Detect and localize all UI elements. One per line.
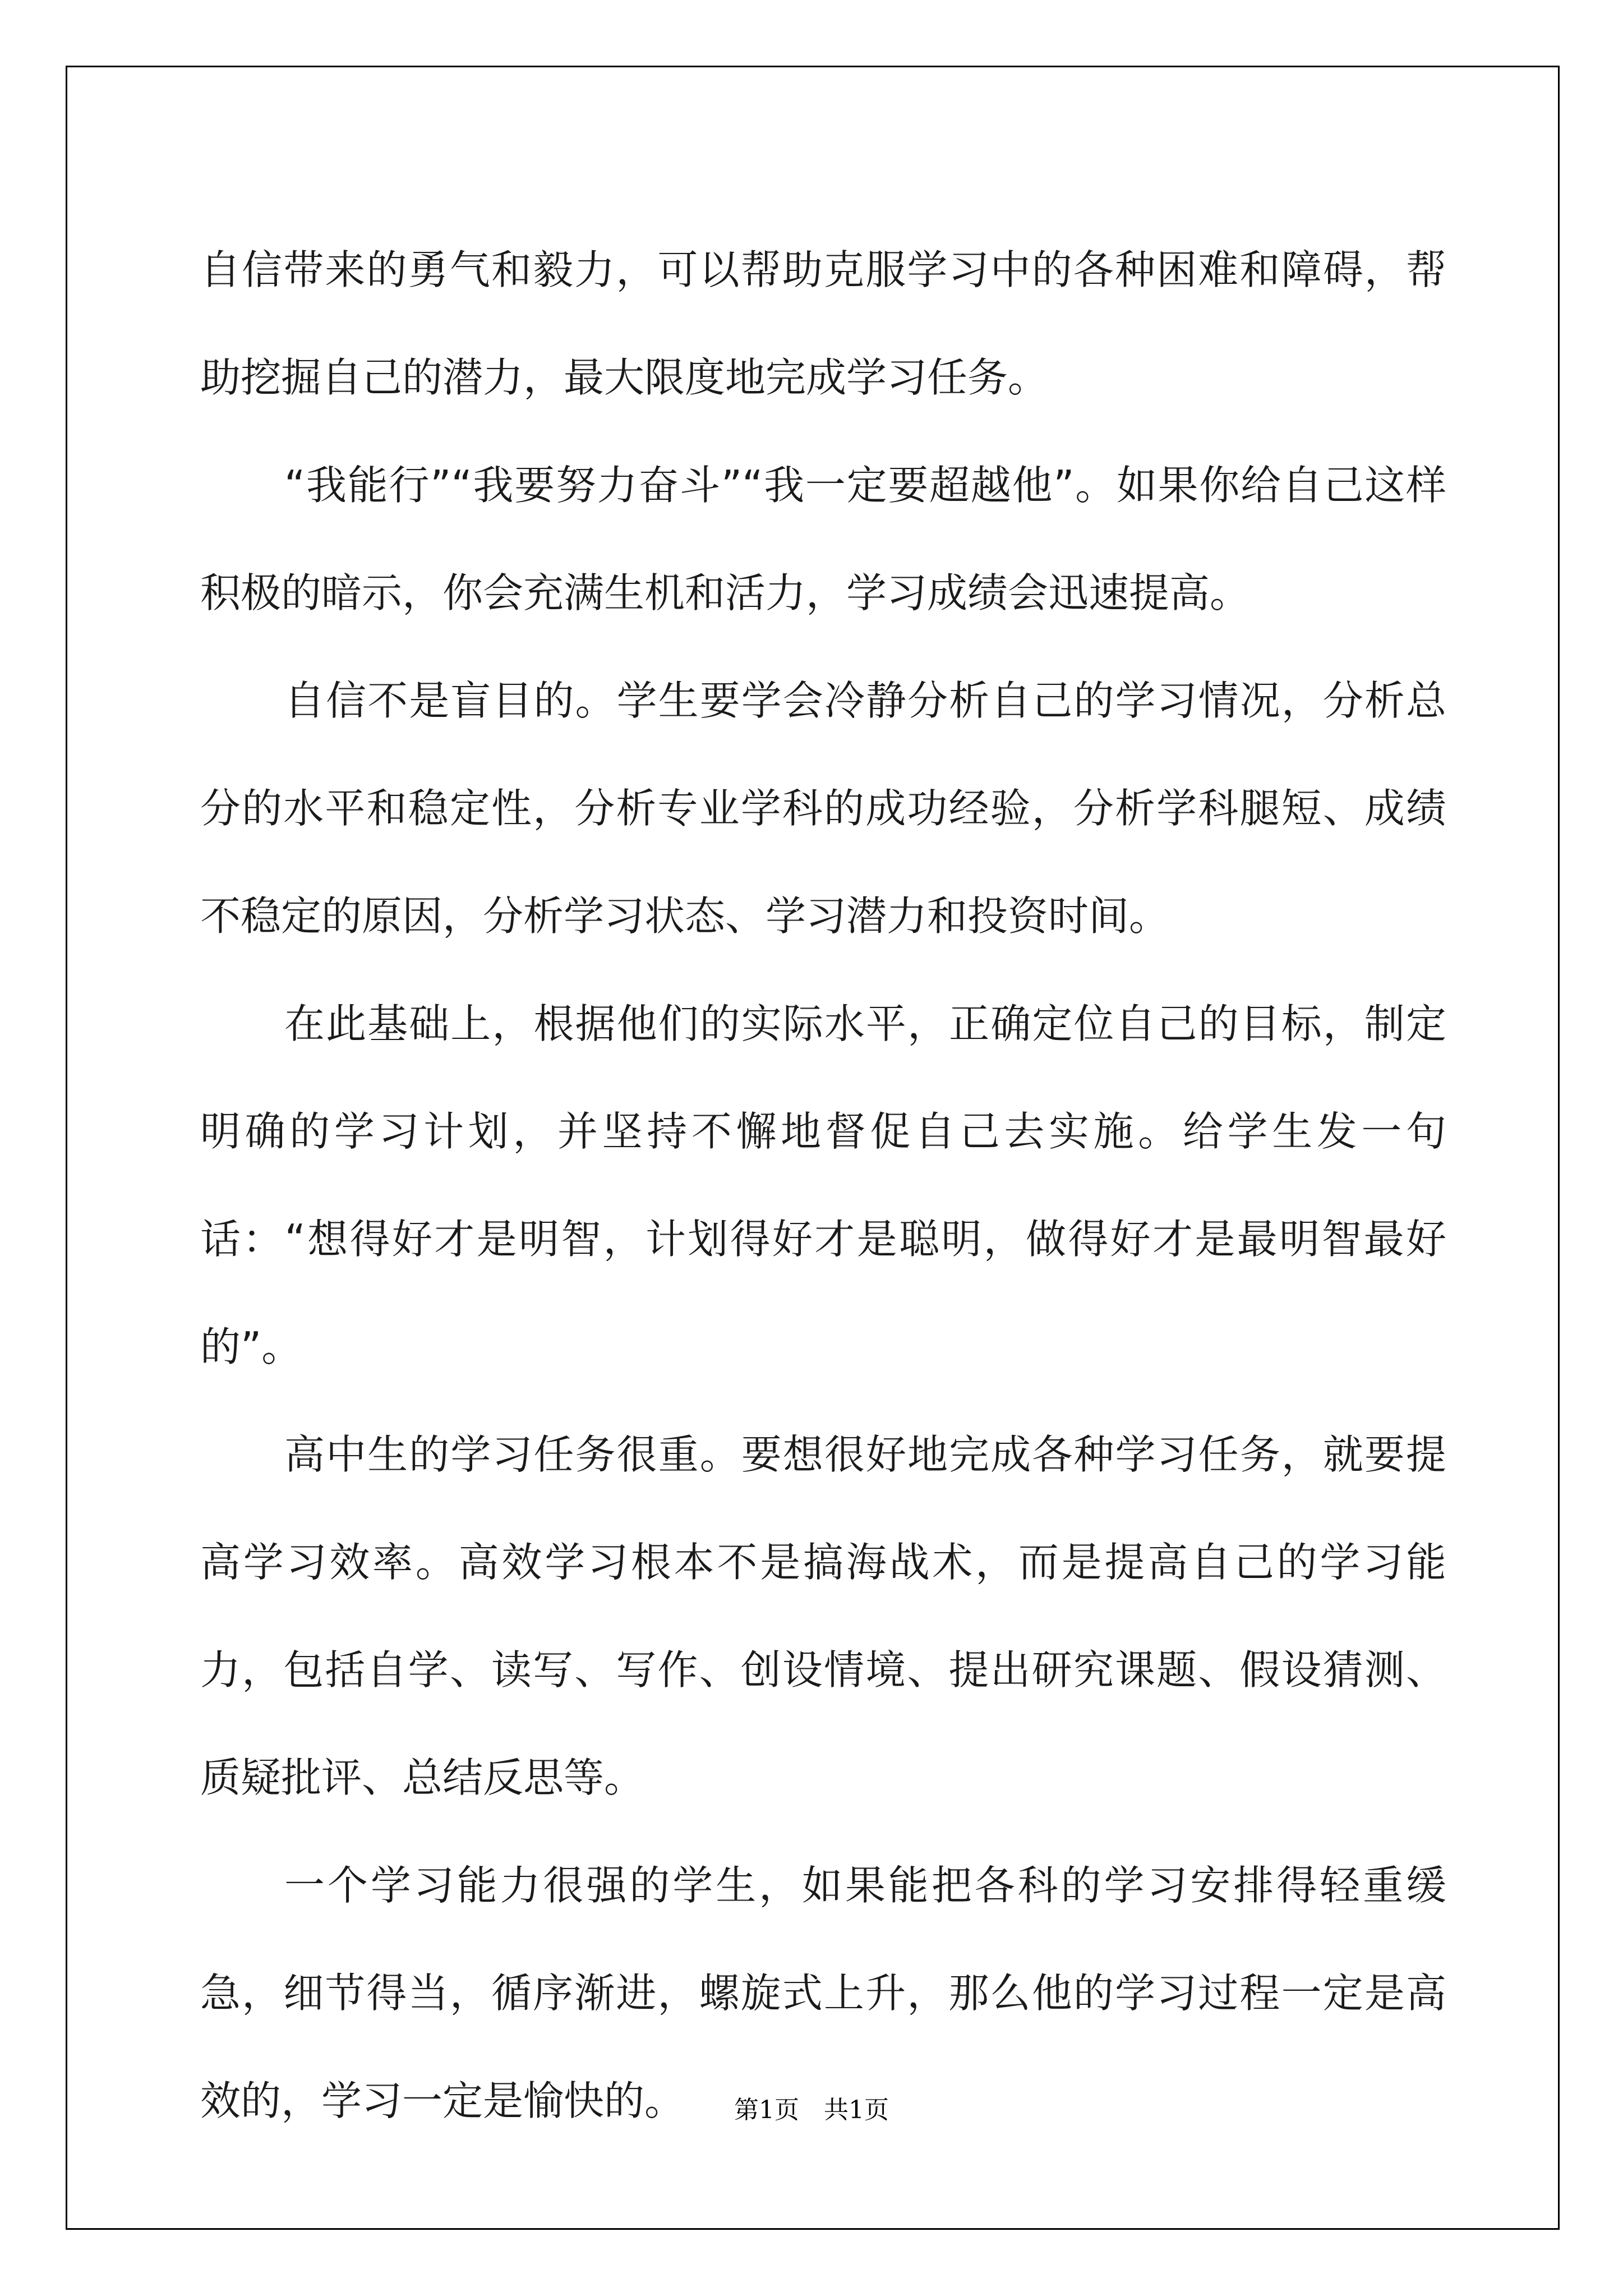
document-body: [200, 216, 1446, 2155]
paragraph-1: 自信带来的勇气和毅力，可以帮助克服学习中的各种困难和障碍，帮助挖掘自己的潜力，最大限度地完成学习任务。: [200, 246, 1446, 401]
paragraph-6: 一个学习能力很强的学生，如果能把各科的学习安排得轻重缓急，细节得当，循序渐进，螺旋式上升，那么他的学习过程一定是高效的，学习一定是愉快的。: [200, 1862, 1446, 2124]
paragraph-3: 自信不是盲目的。学生要学会冷静分析自己的学习情况，分析总分的水平和稳定性，分析专业学科的成功经验，分析学科腿短、成绩不稳定的原因，分析学习状态、学习潜力和投资时间。: [200, 677, 1446, 940]
paragraph-4: 在此基础上，根据他们的实际水平，正确定位自己的目标，制定明确的学习计划，并坚持不懈地督促自己去实施。给学生发一句话：“想得好才是明智，计划得好才是聪明，做得好才是最明智最好的”。: [200, 1000, 1446, 1370]
page-number-footer: 第1页 共1页: [734, 2096, 889, 2124]
paragraph-2: “我能行”“我要努力奋斗”“我一定要超越他”。如果你给自己这样积极的暗示，你会充满生机和活力，学习成绩会迅速提高。: [200, 462, 1446, 616]
paragraph-5: 高中生的学习任务很重。要想很好地完成各种学习任务，就要提高学习效率。高效学习根本不是搞海战术，而是提高自己的学习能力，包括自学、读写、写作、创设情境、提出研究课题、假设猜测、质疑批评、总结反思等。: [200, 1431, 1446, 1801]
